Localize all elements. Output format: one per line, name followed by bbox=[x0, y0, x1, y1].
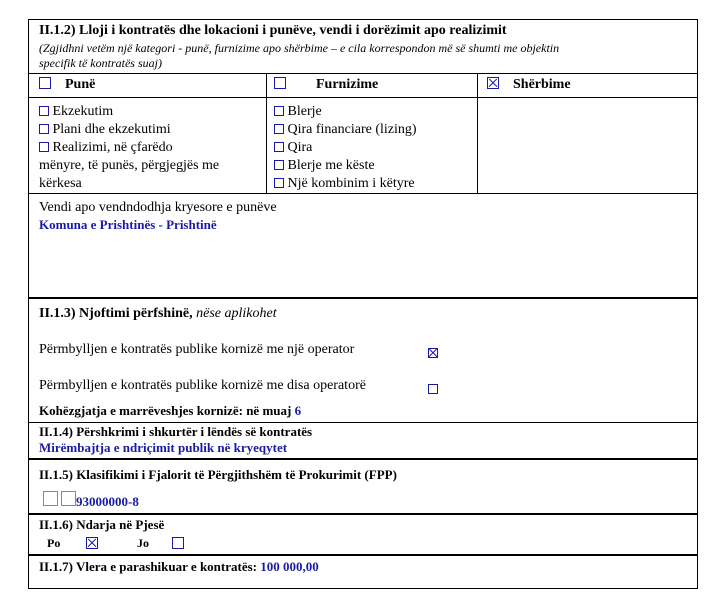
checkbox-icon[interactable] bbox=[39, 142, 49, 152]
checkbox-icon[interactable] bbox=[39, 124, 49, 134]
section-1-1-2-header bbox=[29, 20, 697, 74]
checkbox-icon[interactable] bbox=[428, 384, 438, 394]
section-subtitle-line1: (Zgjidhni vetëm një kategori - punë, furnizime apo shërbime – e cila korrespondon më së shumti me objektin bbox=[39, 41, 560, 55]
framework-multi-operator-label: Përmbylljen e kontratës publike kornizë me disa operatorë bbox=[39, 378, 366, 393]
code-box-icon bbox=[43, 491, 58, 506]
lots-yes-label: Po bbox=[47, 536, 61, 550]
cpv-code-field: 93000000-8 bbox=[43, 491, 139, 510]
checked-checkbox-icon[interactable] bbox=[428, 348, 438, 358]
framework-one-operator-checkbox[interactable] bbox=[428, 344, 438, 362]
framework-multi-operator-checkbox[interactable] bbox=[428, 380, 438, 398]
furnizime-item-blerje[interactable]: Blerje bbox=[274, 103, 322, 121]
location-label: Vendi apo vendndodhja kryesore e punëve bbox=[39, 200, 277, 215]
category-items-row bbox=[29, 98, 697, 194]
category-pune[interactable]: Punë bbox=[39, 77, 95, 93]
furnizime-item-qira[interactable]: Qira bbox=[274, 139, 312, 157]
checkbox-icon[interactable] bbox=[274, 178, 284, 188]
furnizime-item-keste[interactable]: Blerje me këste bbox=[274, 157, 375, 175]
form-frame bbox=[28, 19, 698, 589]
section-subtitle-line2: specifik të kontratës suaj) bbox=[39, 56, 162, 70]
checkbox-icon[interactable] bbox=[274, 124, 284, 134]
lots-no-label: Jo bbox=[137, 536, 149, 550]
section-title: II.1.3) Njoftimi përfshinë, nëse aplikohet bbox=[39, 306, 277, 321]
category-furnizime[interactable] bbox=[274, 77, 286, 93]
pune-item-ekzekutim[interactable]: Ekzekutim bbox=[39, 103, 113, 121]
section-1-1-7 bbox=[29, 556, 697, 588]
section-1-1-5 bbox=[29, 460, 697, 515]
pune-item-plani[interactable]: Plani dhe ekzekutimi bbox=[39, 121, 171, 139]
checked-checkbox-icon[interactable] bbox=[86, 537, 98, 549]
checkbox-icon[interactable] bbox=[274, 142, 284, 152]
checkbox-icon[interactable] bbox=[39, 106, 49, 116]
pune-item-realizimi-cont2: kërkesa bbox=[39, 176, 82, 191]
category-row bbox=[29, 74, 697, 98]
checkbox-icon[interactable] bbox=[274, 160, 284, 170]
pune-item-realizimi-cont1: mënyre, të punës, përgjegjës me bbox=[39, 158, 220, 173]
duration-field: Kohëzgjatja e marrëveshjes kornizë: në muaj 6 bbox=[39, 403, 302, 418]
code-box-icon bbox=[61, 491, 76, 506]
estimated-value-field: II.1.7) Vlera e parashikuar e kontratës: 100 000,00 bbox=[39, 559, 319, 574]
lots-yes-checkbox[interactable] bbox=[86, 535, 98, 553]
checkbox-icon[interactable] bbox=[39, 77, 51, 89]
section-title: II.1.5) Klasifikimi i Fjalorit të Përgjithshëm të Prokurimit (FPP) bbox=[39, 467, 397, 482]
furnizime-item-kombinim[interactable]: Një kombinim i këtyre bbox=[274, 175, 415, 193]
section-1-1-6 bbox=[29, 515, 697, 556]
section-1-1-3 bbox=[29, 299, 697, 423]
checked-checkbox-icon[interactable] bbox=[487, 77, 499, 89]
section-title: II.1.6) Ndarja në Pjesë bbox=[39, 517, 165, 532]
location-row bbox=[29, 194, 697, 299]
checkbox-icon[interactable] bbox=[274, 106, 284, 116]
furnizime-item-lizing[interactable]: Qira financiare (lizing) bbox=[274, 121, 417, 139]
section-title: II.1.4) Përshkrimi i shkurtër i lëndës së kontratës bbox=[39, 424, 313, 439]
short-description-value: Mirëmbajtja e ndriçimit publik në kryeqytet bbox=[39, 440, 288, 455]
location-value: Komuna e Prishtinës - Prishtinë bbox=[39, 217, 217, 232]
category-furnizime-label: Furnizime bbox=[316, 77, 379, 92]
pune-item-realizimi[interactable]: Realizimi, në çfarëdo bbox=[39, 139, 173, 157]
checkbox-icon[interactable] bbox=[172, 537, 184, 549]
section-title: II.1.2) Lloji i kontratës dhe lokacioni i punëve, vendi i dorëzimit apo realizimit bbox=[39, 23, 507, 38]
framework-one-operator-label: Përmbylljen e kontratës publike kornizë me një operator bbox=[39, 342, 355, 357]
lots-no-checkbox[interactable] bbox=[172, 535, 184, 553]
section-1-1-4 bbox=[29, 423, 697, 460]
checkbox-icon[interactable] bbox=[274, 77, 286, 89]
category-sherbime[interactable]: Shërbime bbox=[487, 77, 571, 93]
